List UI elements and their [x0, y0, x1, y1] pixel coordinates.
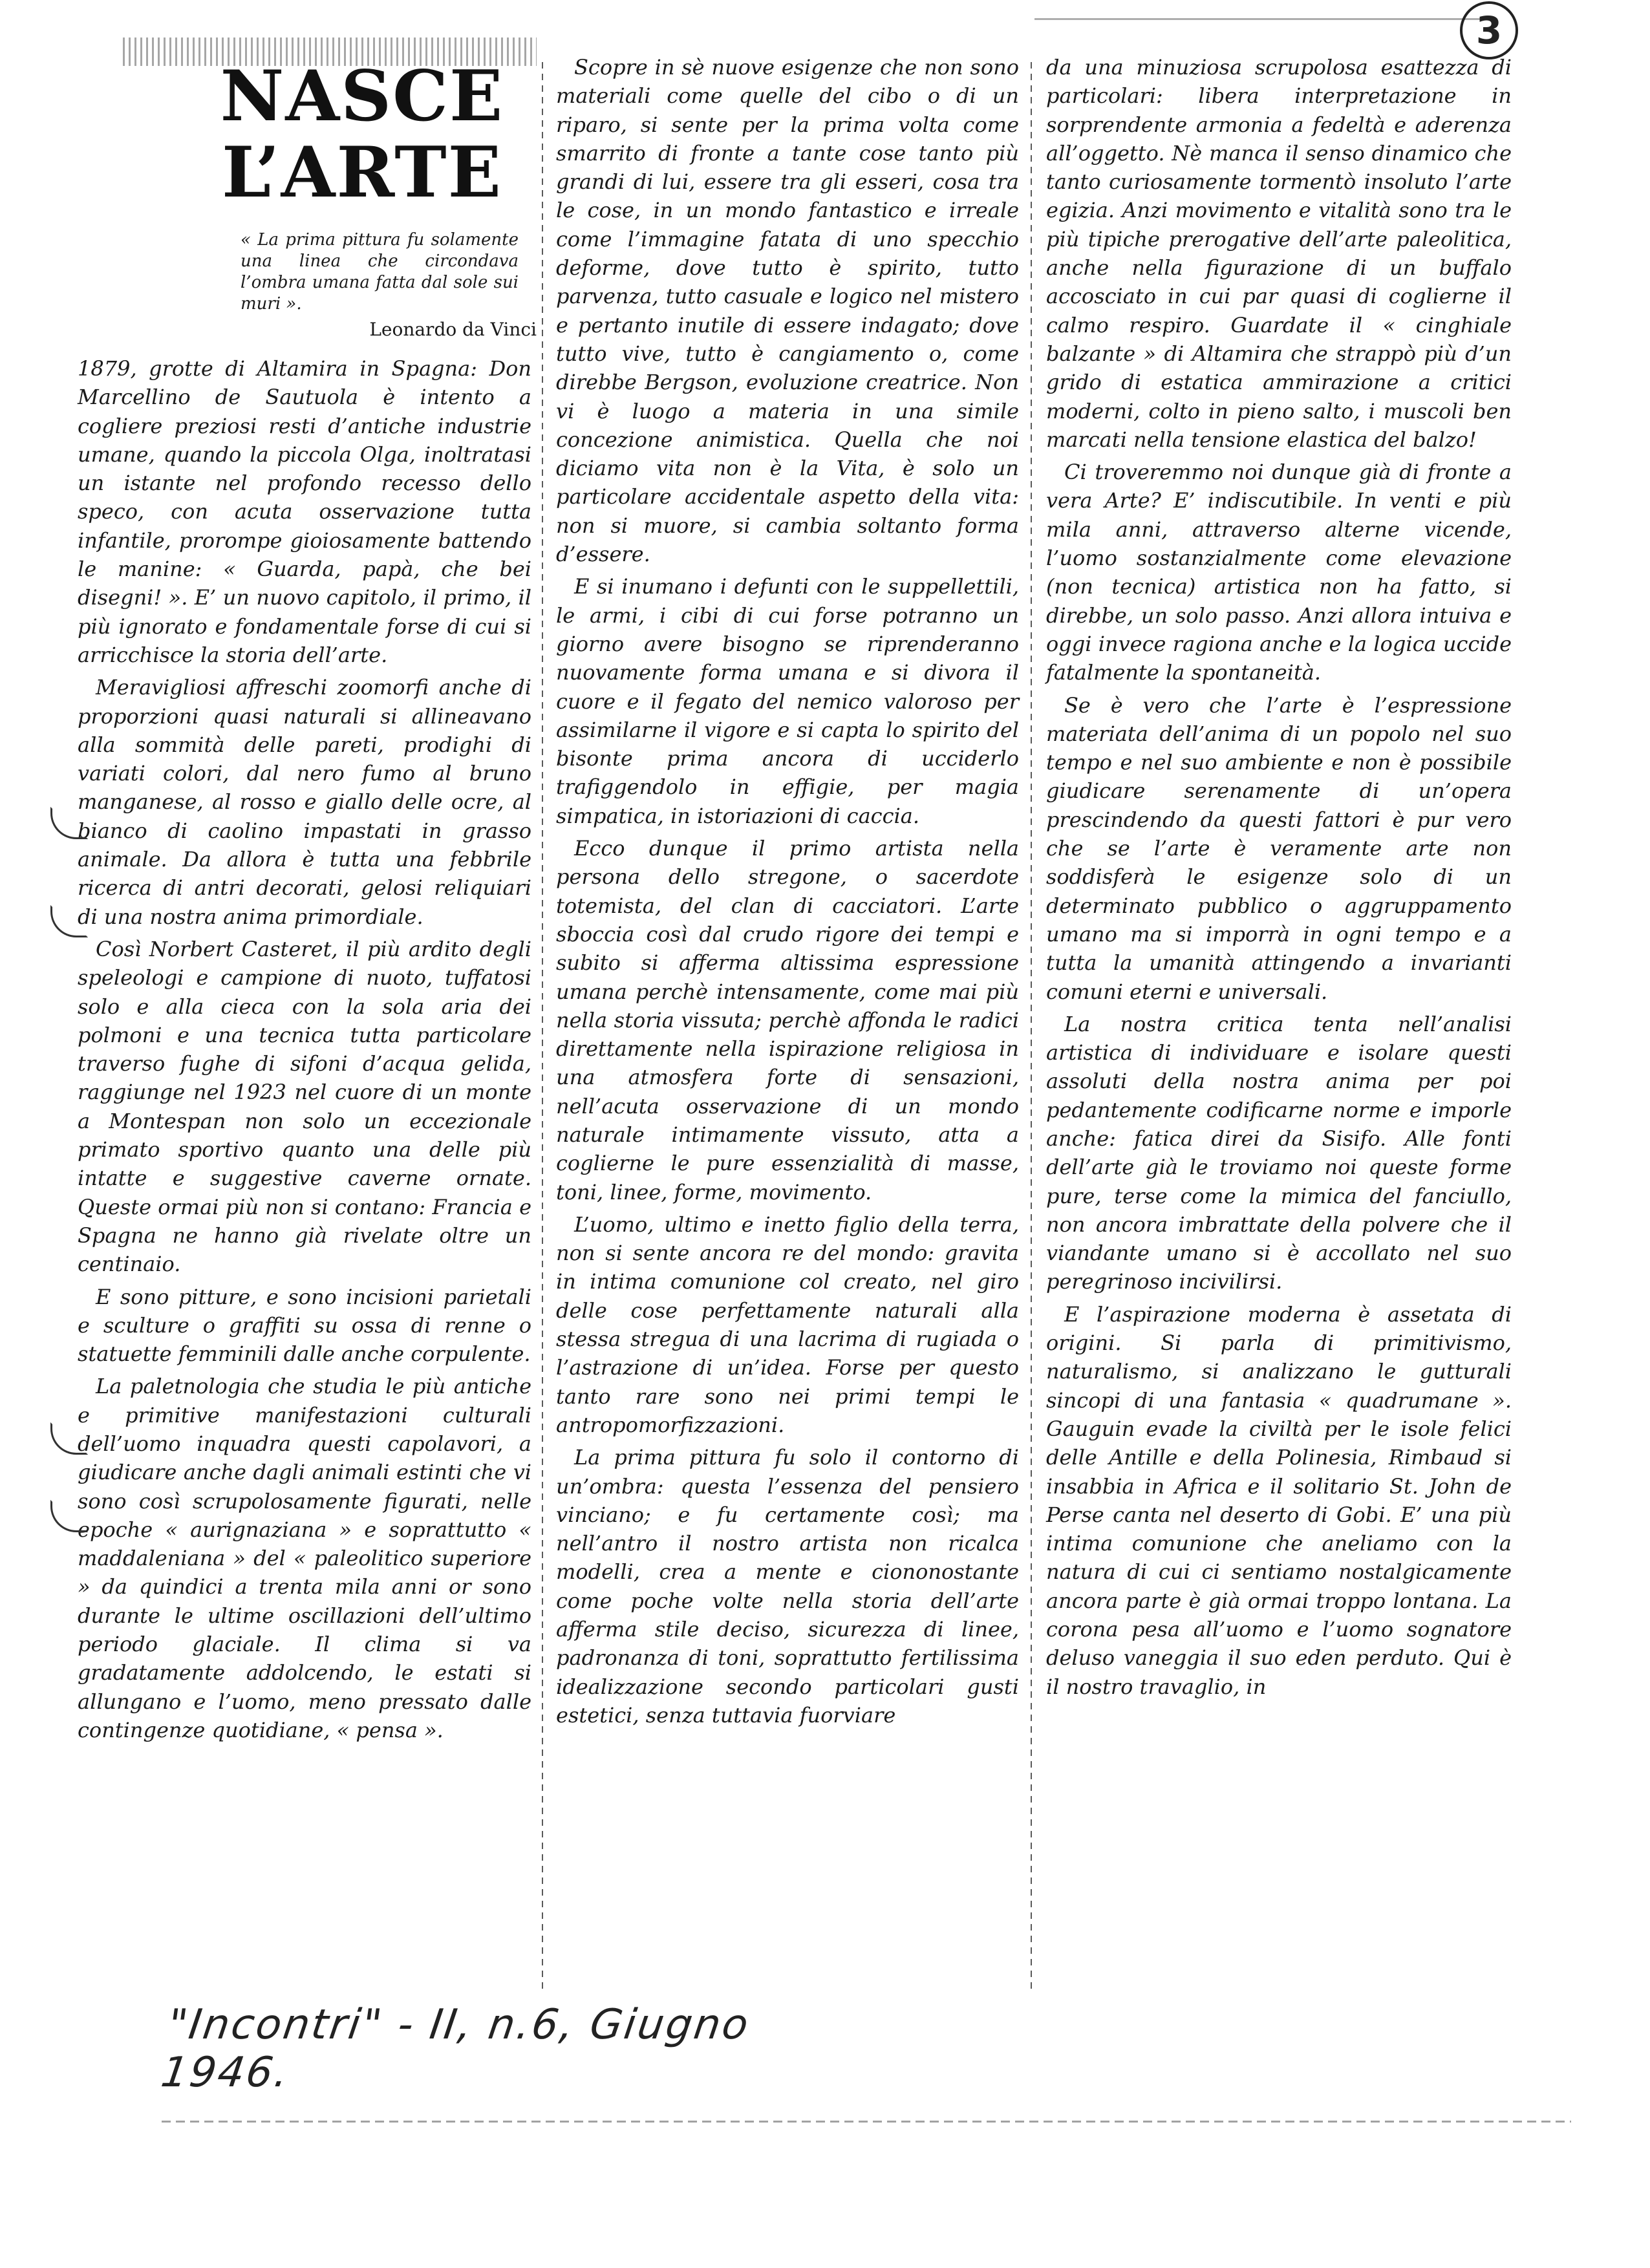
margin-mark — [50, 807, 88, 839]
paragraph: Ecco dunque il primo artista nella persona dello stregone, o sacerdote totemista, del clan di cacciatori. L’arte sboccia così dal crudo rigore dei tempi e subito si afferma altissima espressione umana perchè intensamente, come mai più nella storia vissuta; perchè affonda le radici direttamente nella ispirazione religiosa in una atmosfera forte di sensazioni, nell’acuta osservazione di un mondo naturale intimamente vissuto, atta a coglierne le pure essenzialità di masse, toni, linee, forme, movimento. — [556, 836, 1019, 1204]
paragraph: La paletnologia che studia le più antiche e primitive manifestazioni culturali dell’uomo inquadra questi capolavori, a giudicare anche dagli animali estinti che vi sono così scrupolosamente figurati, nelle epoche « aurignaziana » e soprattutto « maddaleniana » del « paleolitico superiore » da quindici a trenta mila anni or sono durante le ultime oscillazioni dell’ultimo periodo glaciale. Il clima si va gradatamente addolcendo, le estati si allungano e l’uomo, meno pressato dalle contingenze quotidiane, « pensa ». — [78, 1374, 531, 1742]
article-title — [188, 58, 537, 211]
paragraph: Così Norbert Casteret, il più ardito degli speleologi e campione di nuoto, tuffatosi solo e alla cieca con la sola aria dei polmoni e una tecnica tutta particolare traverso fughe di sifoni d’acqua gelida, raggiunge nel 1923 nel cuore di un monte a Montespan non solo un eccezionale primato sportivo quanto una delle più intatte e suggestive caverne ornate. Queste ormai più non si contano: Francia e Spagna ne hanno già rivelate oltre un centinaio. — [78, 936, 531, 1277]
title-line-2: L’ARTE — [222, 132, 502, 213]
margin-mark — [50, 1500, 88, 1532]
article-column-3 — [1046, 53, 1512, 1705]
paragraph: E l’aspirazione moderna è assetata di origini. Si parla di primitivismo, naturalismo, si analizzano le gutturali sincopi di una fantasia « quadrumane ». Gauguin evade la civiltà per le isole felici delle Antille e della Polinesia, Rimbaud si insabbia in Africa e il solitario St. John de Perse canta nel deserto di Gobi. E’ una più intima comunione che aneliamo con la natura di cui ci sentiamo nostalgicamente ancora parte è già ormai troppo lontana. La corona pesa all’uomo e l’uomo sognatore deluso vaneggia il suo eden perduto. Qui è il nostro travaglio, in — [1046, 1301, 1512, 1699]
article-column-1 — [78, 354, 531, 1748]
column-rule-2 — [1031, 62, 1032, 1989]
paragraph: Ci troveremmo noi dunque già di fronte a vera Arte? E’ indiscutibile. In venti e più mila anni, attraverso alterne vicende, l’uomo sostanzialmente come elevazione (non tecnica) artistica non ha fatto, si direbbe, un solo passo. Anzi allora intuiva e oggi invece ragiona anche e la logica uccide fatalmente la spontaneità. — [1046, 460, 1512, 685]
paragraph: 1879, grotte di Altamira in Spagna: Don Marcellino de Sautuola è intento a cogliere preziosi resti d’antiche industrie umane, quando la piccola Olga, inoltratasi un istante nel profondo recesso dello speco, con acuta osservazione tutta infantile, prorompe gioiosamente battendo le manine: « Guarda, papà, che bei disegni! ». E’ un nuovo capitolo, il primo, il più ignorato e fondamentale forse di cui si arricchisce la storia dell’arte. — [78, 356, 531, 667]
epigraph-quote: « La prima pittura fu solamente una linea che circondava l’ombra umana fatta dal sole sui muri ». — [241, 230, 519, 314]
margin-mark — [50, 1422, 88, 1455]
paragraph: Meravigliosi affreschi zoomorfi anche di proporzioni quasi naturali si allineavano alla sommità delle pareti, prodighi di variati colori, dal nero fumo al bruno manganese, al rosso e giallo delle ocre, al bianco di caolino impastati in grasso animale. Da allora è tutta una febbrile ricerca di antri decorati, gelosi reliquiari di una nostra anima primordiale. — [78, 675, 531, 929]
epigraph-author: Leonardo da Vinci — [369, 319, 537, 340]
paragraph: Scopre in sè nuove esigenze che non sono materiali come quelle del cibo o di un riparo, si sente per la prima volta come smarrito di fronte a tante cose tanto più grandi di lui, essere tra gli esseri, cosa tra le cose, in un mondo fantastico e irreale come l’immagine fatata di uno specchio deforme, dove tutto è spirito, tutto parvenza, tutto casuale e logico nel mistero e pertanto inutile di essere indagato; dove tutto vive, tutto è cangiamento o, come direbbe Bergson, evoluzione creatrice. Non vi è luogo a materia in una simile concezione animistica. Quella che noi diciamo vita non è la Vita, è solo un particolare accidentale aspetto della vita: non si muore, si cambia soltanto forma d’essere. — [556, 55, 1019, 567]
top-rule — [1034, 18, 1487, 20]
title-line-1: NASCE — [220, 56, 504, 137]
paragraph: La prima pittura fu solo il contorno di un’ombra: questa l’essenza del pensiero vinciano; e fu certamente così; ma nell’antro il nostro artista non ricalca modelli, crea a mente e ciononostante come poche volte nella storia dell’arte afferma stile deciso, sicurezza di linee, padronanza di toni, soprattutto fertilissima idealizzazione secondo particolari gusti estetici, senza tuttavia fuorviare — [556, 1445, 1019, 1728]
column-rule-1 — [542, 62, 543, 1989]
margin-mark — [50, 905, 88, 937]
paragraph: Se è vero che l’arte è l’espressione materiata dell’anima di un popolo nel suo tempo e nel suo ambiente e non è possibile giudicare serenamente di un’opera prescindendo da questi fattori è pur vero che se l’arte è veramente arte non soddisferà le esigenze solo di un determinato pubblico o aggruppamento umano ma si imporrà in ogni tempo e a tutta la umanità attingendo a invarianti comuni eterni e universali. — [1046, 692, 1512, 1004]
bottom-rule — [162, 2121, 1571, 2123]
handwritten-source-note: "Incontri" - II, n.6, Giugno 1946. — [158, 2001, 753, 2097]
paragraph: E sono pitture, e sono incisioni parietali e sculture o graffiti su ossa di renne o statuette femminili dalle anche corpulente. — [78, 1284, 531, 1367]
paragraph: La nostra critica tenta nell’analisi artistica di individuare e isolare questi assoluti della nostra anima per poi pedantemente codificarne norme e imporle anche: fatica direi da Sisifo. Alle fonti dell’arte già le troviamo noi queste forme pure, terse come la mimica del fanciullo, non ancora imbrattate della polvere che il viandante umano si è accollato nel suo peregrinoso incivilirsi. — [1046, 1011, 1512, 1294]
paragraph: L’uomo, ultimo e inetto figlio della terra, non si sente ancora re del mondo: gravita in intima comunione col creato, nel giro delle cose perfettamente naturali alla stessa stregua di una lacrima di rugiada o l’astrazione di un’idea. Forse per questo tanto rare sono nei primi tempi le antropomorfizzazioni. — [556, 1212, 1019, 1437]
article-column-2 — [556, 53, 1019, 1733]
paragraph: da una minuziosa scrupolosa esattezza di particolari: libera interpretazione in sorprendente armonia a fedeltà e aderenza all’oggetto. Nè manca il senso dinamico che tanto curiosamente tormentò insoluto l’arte egizia. Anzi movimento e vitalità sono tra le più tipiche prerogative dell’arte paleolitica, anche nella figurazione di un buffalo accosciato in cui par quasi di coglierne il calmo respiro. Guardate il « cinghiale balzante » di Altamira che strappò più d’un grido di estatica ammirazione a critici moderni, colto in pieno salto, i muscoli ben marcati nella tensione elastica del balzo! — [1046, 55, 1512, 452]
page-number: 3 — [1460, 1, 1518, 59]
paragraph: E si inumano i defunti con le suppellettili, le armi, i cibi di cui forse potranno un giorno avere bisogno se riprenderanno nuovamente forma umana e si divora il cuore e il fegato del nemico valoroso per assimilarne il vigore e si capta lo spirito del bisonte prima ancora di ucciderlo trafiggendolo in effigie, per magia simpatica, in istoriazioni di caccia. — [556, 574, 1019, 828]
